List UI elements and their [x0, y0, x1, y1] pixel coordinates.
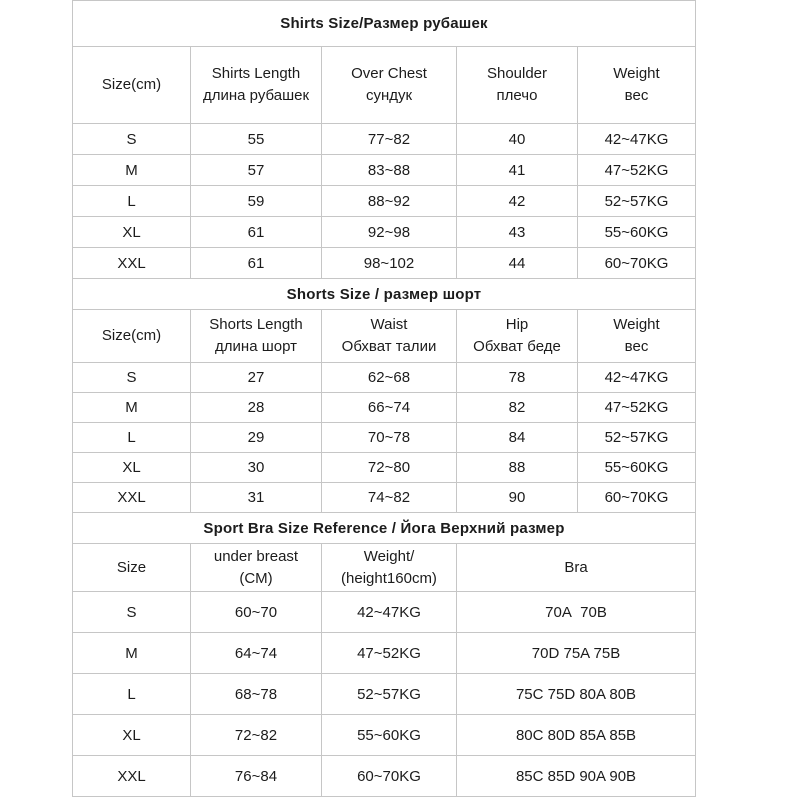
header-label-en: Weight — [613, 316, 660, 333]
header-label-en: Shirts Length — [211, 65, 301, 82]
header-cell-shoulder — [457, 47, 578, 124]
cell-size: S — [73, 124, 191, 155]
header-label-en: Shoulder — [486, 65, 548, 82]
header-label-ru: длина рубашек — [202, 87, 310, 104]
header-label-en: under breast — [213, 547, 299, 565]
cell-value: 52~57KG — [578, 423, 696, 453]
cell-size: L — [73, 674, 191, 715]
header-cell-weight-height — [322, 544, 457, 592]
header-label-en: Waist — [370, 316, 408, 333]
cell-size: S — [73, 592, 191, 633]
size-chart-table — [72, 0, 696, 797]
header-label-ru: плечо — [496, 87, 538, 104]
table-row — [73, 363, 696, 393]
cell-size: L — [73, 423, 191, 453]
cell-value: 60~70 — [191, 592, 322, 633]
shorts-header-row — [73, 310, 696, 363]
cell-value: 42 — [457, 186, 578, 217]
cell-value: 70~78 — [322, 423, 457, 453]
header-label-en: Weight/ — [363, 547, 415, 565]
table-row — [73, 715, 696, 756]
cell-size: M — [73, 155, 191, 186]
cell-value: 68~78 — [191, 674, 322, 715]
cell-value: 28 — [191, 393, 322, 423]
header-label-ru: вес — [624, 338, 649, 355]
cell-value: 47~52KG — [578, 155, 696, 186]
cell-size: XXL — [73, 483, 191, 513]
cell-value: 29 — [191, 423, 322, 453]
table-row — [73, 155, 696, 186]
cell-size: M — [73, 633, 191, 674]
cell-value: 83~88 — [322, 155, 457, 186]
cell-size: XL — [73, 715, 191, 756]
header-label-en: Hip — [505, 316, 529, 333]
cell-value: 61 — [191, 248, 322, 279]
cell-value: 55~60KG — [578, 453, 696, 483]
header-cell-weight — [578, 310, 696, 363]
cell-value: 40 — [457, 124, 578, 155]
cell-value: 60~70KG — [578, 483, 696, 513]
bra-header-row — [73, 544, 696, 592]
table-row — [73, 674, 696, 715]
header-cell-waist — [322, 310, 457, 363]
header-label-ru: Обхват беде — [473, 338, 561, 355]
table-row — [73, 592, 696, 633]
header-cell-size — [73, 47, 191, 124]
header-label-ru: сундук — [365, 87, 413, 104]
header-cell-shorts-length — [191, 310, 322, 363]
header-label: Size — [116, 558, 147, 576]
shirts-table-title: Shirts Size/Размер рубашек — [73, 1, 696, 47]
header-cell-size — [73, 310, 191, 363]
bra-table-title: Sport Bra Size Reference / Йога Верхний размер — [73, 513, 696, 544]
header-cell-hip — [457, 310, 578, 363]
table-row — [73, 483, 696, 513]
header-cell-size — [73, 544, 191, 592]
cell-value: 66~74 — [322, 393, 457, 423]
cell-value: 61 — [191, 217, 322, 248]
cell-value: 27 — [191, 363, 322, 393]
cell-size: XL — [73, 217, 191, 248]
header-label-unit: (CM) — [239, 569, 273, 587]
header-cell-under-breast — [191, 544, 322, 592]
cell-value: 43 — [457, 217, 578, 248]
cell-value: 52~57KG — [322, 674, 457, 715]
cell-size: L — [73, 186, 191, 217]
cell-size: M — [73, 393, 191, 423]
cell-value: 74~82 — [322, 483, 457, 513]
cell-bra-sizes: 70A 70B — [457, 592, 696, 633]
cell-value: 78 — [457, 363, 578, 393]
cell-value: 42~47KG — [322, 592, 457, 633]
table-row — [73, 756, 696, 797]
cell-value: 59 — [191, 186, 322, 217]
cell-value: 42~47KG — [578, 363, 696, 393]
cell-size: XXL — [73, 756, 191, 797]
cell-value: 55 — [191, 124, 322, 155]
header-label-ru: вес — [624, 87, 649, 104]
table-row — [73, 423, 696, 453]
shirts-header-row — [73, 47, 696, 124]
cell-value: 30 — [191, 453, 322, 483]
header-label-ru: длина шорт — [215, 338, 297, 355]
header-label-en: Shorts Length — [209, 316, 303, 333]
table-row — [73, 217, 696, 248]
cell-value: 31 — [191, 483, 322, 513]
cell-bra-sizes: 75C 75D 80A 80B — [457, 674, 696, 715]
cell-value: 47~52KG — [322, 633, 457, 674]
cell-bra-sizes: 85C 85D 90A 90B — [457, 756, 696, 797]
cell-value: 41 — [457, 155, 578, 186]
cell-value: 76~84 — [191, 756, 322, 797]
shirts-title-row — [73, 1, 696, 47]
cell-value: 90 — [457, 483, 578, 513]
header-label-en: Weight — [613, 65, 660, 82]
cell-value: 47~52KG — [578, 393, 696, 423]
cell-value: 88 — [457, 453, 578, 483]
table-row — [73, 393, 696, 423]
header-cell-bra — [457, 544, 696, 592]
cell-value: 60~70KG — [322, 756, 457, 797]
cell-value: 98~102 — [322, 248, 457, 279]
cell-bra-sizes: 80C 80D 85A 85B — [457, 715, 696, 756]
cell-value: 52~57KG — [578, 186, 696, 217]
cell-size: XXL — [73, 248, 191, 279]
shorts-table-title: Shorts Size / размер шорт — [73, 279, 696, 310]
cell-value: 72~80 — [322, 453, 457, 483]
table-row — [73, 633, 696, 674]
cell-value: 55~60KG — [578, 217, 696, 248]
header-label: Bra — [564, 558, 588, 576]
cell-bra-sizes: 70D 75A 75B — [457, 633, 696, 674]
cell-value: 42~47KG — [578, 124, 696, 155]
cell-value: 57 — [191, 155, 322, 186]
cell-value: 64~74 — [191, 633, 322, 674]
cell-size: S — [73, 363, 191, 393]
header-label: Size(cm) — [101, 327, 162, 344]
table-row — [73, 124, 696, 155]
header-label-unit: (height160cm) — [341, 569, 437, 587]
shorts-title-row — [73, 279, 696, 310]
table-row — [73, 186, 696, 217]
cell-value: 88~92 — [322, 186, 457, 217]
cell-value: 55~60KG — [322, 715, 457, 756]
cell-value: 60~70KG — [578, 248, 696, 279]
bra-title-row — [73, 513, 696, 544]
header-cell-shirts-length — [191, 47, 322, 124]
table-row — [73, 453, 696, 483]
cell-value: 82 — [457, 393, 578, 423]
cell-size: XL — [73, 453, 191, 483]
header-cell-over-chest — [322, 47, 457, 124]
cell-value: 77~82 — [322, 124, 457, 155]
cell-value: 62~68 — [322, 363, 457, 393]
header-label-ru: Обхват талии — [341, 338, 437, 355]
header-label-en: Over Chest — [351, 65, 427, 82]
header-cell-weight — [578, 47, 696, 124]
cell-value: 72~82 — [191, 715, 322, 756]
cell-value: 84 — [457, 423, 578, 453]
header-label: Size(cm) — [101, 76, 162, 93]
cell-value: 92~98 — [322, 217, 457, 248]
cell-value: 44 — [457, 248, 578, 279]
table-row — [73, 248, 696, 279]
